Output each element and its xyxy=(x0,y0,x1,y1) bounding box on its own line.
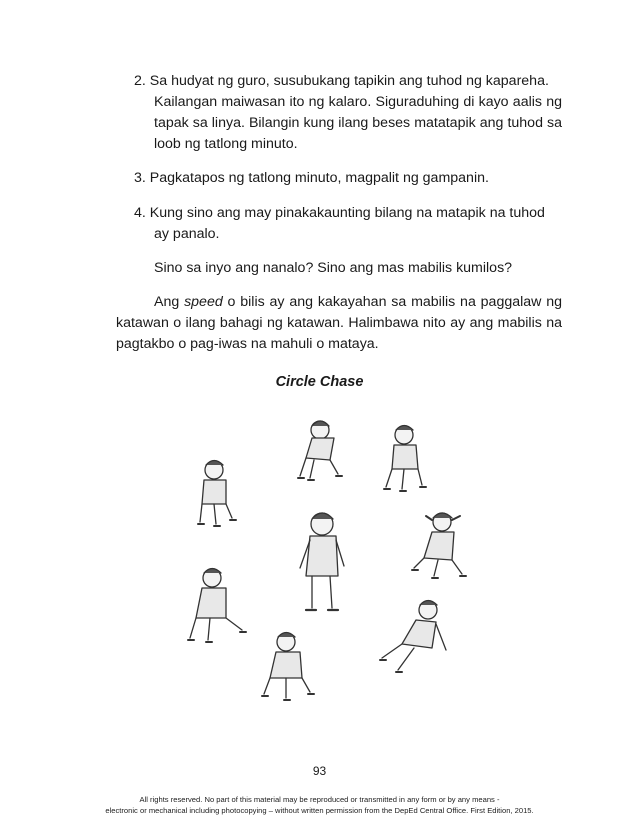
speed-paragraph xyxy=(116,292,562,355)
speed-suffix: o bilis ay ang kakayahan sa mabilis na paggalaw ng katawan o ilang bahagi ng katawan. Halimbawa nito ay ang mabilis na pagtakbo o pag-iwas na mahuli o mataya. xyxy=(116,294,563,352)
speed-prefix: Ang xyxy=(154,294,185,310)
figure-title: Circle Chase xyxy=(275,374,364,390)
step-3 xyxy=(134,168,562,189)
child-sitting-top xyxy=(298,421,342,480)
page-number: 93 xyxy=(312,764,327,778)
step-4 xyxy=(134,203,562,245)
question-text: Sino sa inyo ang nanalo? Sino ang mas mabilis kumilos? xyxy=(154,260,513,276)
step-2 xyxy=(134,71,562,155)
child-sitting-right xyxy=(412,513,466,578)
speed-italic-word: speed xyxy=(184,294,223,310)
step-4-continuation: ay panalo. xyxy=(154,226,220,242)
step-2-first-line: 2. Sa hudyat ng guro, susubukang tapikin ang tuhod ng kapareha. xyxy=(134,73,549,89)
circle-chase-illustration xyxy=(160,400,490,740)
footer-line-2: electronic or mechanical including photocopying – without written permission from the DepEd Central Office. First Edition, 2015. xyxy=(105,806,534,815)
step-4-first-line: 4. Kung sino ang may pinakakaunting bilang na matapik na tuhod xyxy=(134,205,545,221)
step-2-continuation: Kailangan maiwasan ito ng kalaro. Siguraduhing di kayo aalis ng tapak sa linya. Bilangin kung ilang beses matatapik ang tuhod sa loob ng tatlong minuto. xyxy=(154,94,562,152)
footer-line-1: All rights reserved. No part of this material may be reproduced or transmitted in any form or by any means - xyxy=(139,795,500,804)
child-sitting-bottom xyxy=(262,633,314,701)
child-reclining-lower-right xyxy=(380,601,446,673)
child-sitting-lower-left xyxy=(188,569,246,643)
child-standing-center xyxy=(300,513,344,610)
child-sitting-left xyxy=(198,461,236,527)
child-sitting-top-right xyxy=(384,426,426,492)
step-3-first-line: 3. Pagkatapos ng tatlong minuto, magpalit ng gampanin. xyxy=(134,170,489,186)
